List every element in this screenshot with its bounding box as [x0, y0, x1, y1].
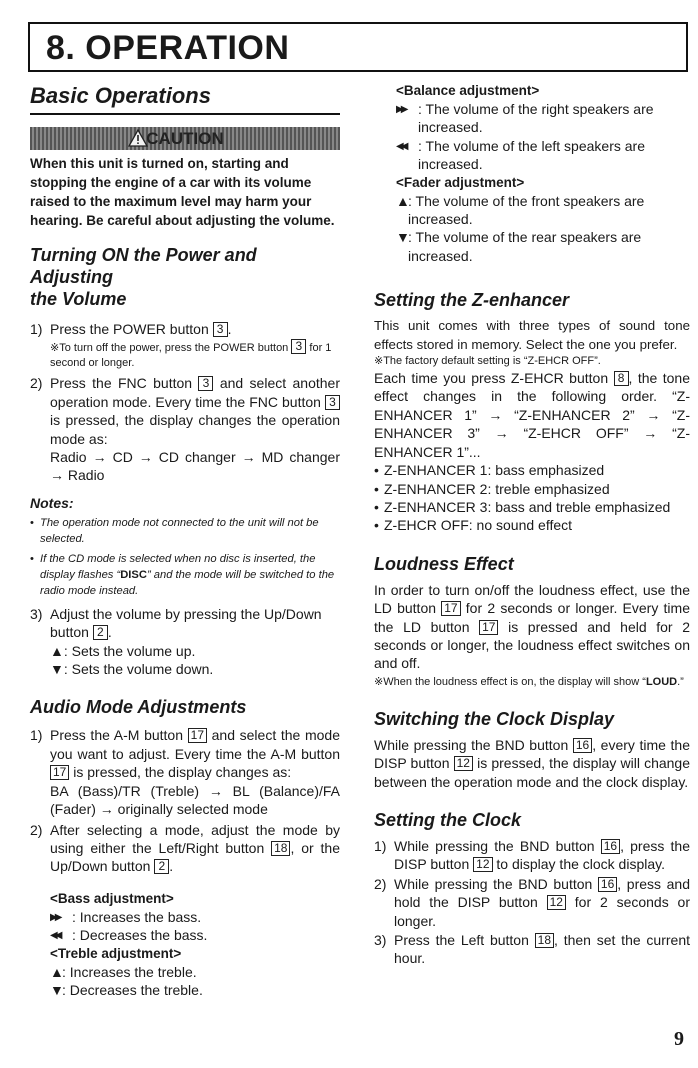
- page-title: 8. OPERATION: [46, 29, 290, 67]
- para-text: is pressed, the display will change between the operation mode and the clock display.: [374, 755, 690, 790]
- z-enhancer-item: [374, 480, 690, 498]
- step-text: and select another operation mode. Every time the FNC button: [50, 375, 340, 410]
- treble-decrease-line: [50, 981, 340, 999]
- updown-button-ref: 2: [154, 859, 169, 874]
- note-item: [30, 551, 340, 599]
- z-enhancer-note: ※The factory default setting is “Z-EHCR OFF”.: [374, 355, 601, 368]
- down-arrow-icon: ▼: [396, 229, 410, 246]
- adj-text: : Increases the bass.: [72, 908, 202, 925]
- volume-down-line: [50, 660, 340, 678]
- fnc-button-ref: 3: [325, 395, 340, 410]
- right-arrows-icon: ▶▶: [50, 911, 60, 923]
- caution-label: CAUTION: [146, 129, 224, 148]
- loudness-title: Loudness Effect: [374, 553, 514, 574]
- audio-mode-sequence: BA (Bass)/TR (Treble) → BL (Balance)/FA (Fader) → originally selected mode: [50, 782, 340, 818]
- notes-title: Notes:: [30, 494, 74, 511]
- set-clock-title: Setting the Clock: [374, 809, 522, 830]
- step-text: After selecting a mode, adjust the mode by using either the Left/Right button: [50, 821, 340, 856]
- step-text: to display the clock display.: [492, 856, 665, 873]
- step-text: , press and hold the DISP button: [394, 875, 690, 911]
- step-text: While pressing the BND button: [394, 875, 598, 892]
- treble-increase-line: [50, 963, 340, 981]
- adj-text: : The volume of the left speakers are increased.: [418, 137, 645, 173]
- para-text: for 2 seconds or longer. Every time the LD button: [374, 600, 690, 635]
- left-column: [30, 82, 340, 999]
- down-arrow-icon: ▼: [50, 661, 64, 678]
- para-text: Each time you press Z-EHCR button: [374, 370, 614, 387]
- step-text: for 2 seconds or longer.: [394, 894, 690, 929]
- warning-icon: [128, 129, 148, 147]
- bullet-icon: •: [374, 517, 379, 534]
- step-number: 1): [374, 837, 387, 854]
- step-number: 2): [374, 875, 387, 892]
- left-arrows-icon: ◀◀: [396, 140, 406, 152]
- step-text: , press the DISP button: [394, 837, 690, 873]
- power-off-note: [30, 339, 340, 371]
- z-enhancer-sequence: “Z-ENHANCER 1” → “Z-ENHANCER 2” → “Z-ENHANCER 3” → “Z-EHCR OFF” → “Z-ENHANCER 1”...: [374, 388, 690, 460]
- adj-text: : Decreases the treble.: [62, 981, 203, 998]
- note-text: ※When the loudness effect is on, the display will show “: [374, 675, 646, 688]
- zehcr-button-ref: 8: [614, 371, 629, 386]
- power-volume-title: [30, 244, 340, 310]
- step-number: 2): [30, 375, 43, 392]
- balance-adjustment-title: <Balance adjustment>: [396, 83, 540, 98]
- audio-mode-title: Audio Mode Adjustments: [30, 697, 247, 718]
- z-enhancer-item: [374, 498, 690, 516]
- caution-text: When this unit is turned on, starting and stopping the engine of a car with its volume raised to the maximum level may harm your hearing. Be careful about adjusting the volume.: [30, 156, 335, 228]
- clock-display-title: Switching the Clock Display: [374, 708, 615, 729]
- note-text: for 1 second or longer.: [50, 342, 332, 370]
- balance-fader-block: [374, 82, 690, 265]
- step-text: Press the Left button: [394, 932, 535, 948]
- bullet-icon: •: [30, 552, 34, 565]
- note-text: ※To turn off the power, press the POWER button: [50, 342, 292, 355]
- right-column: [374, 82, 690, 968]
- z-enhancer-item: [374, 461, 690, 479]
- down-arrow-icon: ▼: [50, 981, 64, 998]
- power-volume-title-line2: the Volume: [30, 289, 127, 309]
- right-arrows-icon: ▶▶: [396, 104, 406, 115]
- z-enhancer-intro: This unit comes with three types of sound tone effects stored in memory. Select the one you prefer.: [374, 318, 690, 352]
- step-number: 1): [30, 727, 43, 744]
- audio-step-2: [30, 821, 340, 876]
- step-text: While pressing the BND button: [394, 837, 601, 854]
- left-button-ref: 18: [535, 933, 554, 948]
- step-text: , then set the current hour.: [394, 932, 690, 967]
- bnd-button-ref: 16: [601, 839, 620, 854]
- step-text: is pressed, the display changes the operation mode as:: [50, 412, 340, 447]
- step-text: .: [169, 858, 174, 875]
- note-text: If the CD mode is selected when no disc is inserted, the display flashes “: [40, 552, 316, 581]
- bullet-icon: •: [30, 516, 34, 529]
- step-number: 1): [30, 321, 43, 337]
- mode-sequence: Radio → CD → CD changer → MD changer → Radio: [50, 449, 340, 484]
- note-text: .”: [677, 675, 684, 688]
- bass-treble-block: [30, 890, 340, 1000]
- step-text: .: [227, 321, 232, 337]
- step-text: Adjust the volume by pressing the Up/Down button: [50, 605, 322, 641]
- item-text: Z-EHCR OFF: no sound effect: [384, 517, 573, 534]
- z-enhancer-title: Setting the Z-enhancer: [374, 290, 570, 311]
- clock-display-para: [374, 736, 690, 791]
- power-step-1: [30, 320, 340, 338]
- adj-text: : Decreases the bass.: [72, 927, 208, 944]
- am-button-ref: 17: [50, 765, 69, 780]
- item-text: Z-ENHANCER 1: bass emphasized: [384, 462, 605, 479]
- bnd-button-ref: 16: [573, 738, 592, 753]
- up-arrow-icon: ▲: [50, 963, 64, 980]
- section-rule: [30, 113, 340, 115]
- para-text: , every time the DISP button: [374, 736, 690, 772]
- step-text: Press the POWER button: [50, 321, 213, 337]
- step-text: : Sets the volume up.: [63, 642, 196, 659]
- step-number: 2): [30, 821, 43, 838]
- bullet-icon: •: [374, 498, 379, 515]
- step-text: and select the mode you want to adjust. Every time the A-M button: [50, 727, 340, 762]
- loudness-note: [374, 675, 690, 690]
- clock-step-2: [374, 875, 690, 930]
- step-text: .: [107, 624, 112, 641]
- bnd-button-ref: 16: [598, 877, 617, 892]
- para-text: is pressed and held for 2 seconds or longer, the loudness effect switches on and off.: [374, 618, 690, 672]
- step-text: , or the Up/Down button: [50, 839, 340, 875]
- audio-step-1: [30, 726, 340, 818]
- disc-display-text: DISC: [120, 568, 147, 581]
- disp-button-ref: 12: [473, 857, 492, 872]
- item-text: Z-ENHANCER 3: bass and treble emphasized: [384, 498, 671, 515]
- am-button-ref: 17: [188, 728, 207, 743]
- adj-text: : The volume of the rear speakers are increased.: [408, 229, 642, 264]
- step-text: Press the A-M button: [50, 727, 188, 744]
- para-text: While pressing the BND button: [374, 736, 573, 753]
- bass-decrease-line: [50, 926, 340, 944]
- disp-button-ref: 12: [547, 895, 566, 910]
- fnc-button-ref: 3: [198, 376, 213, 391]
- fader-front-line: [396, 192, 690, 229]
- adj-text: : The volume of the front speakers are increased.: [408, 192, 645, 228]
- page-number: 9: [674, 1028, 684, 1050]
- fader-rear-line: [396, 228, 690, 265]
- para-text: In order to turn on/off the loudness effect, use the LD button: [374, 581, 690, 617]
- note-text: ” and the mode will be switched to the radio mode instead.: [40, 568, 335, 597]
- basic-operations-title: Basic Operations: [30, 83, 211, 108]
- power-button-ref: 3: [213, 322, 228, 337]
- treble-adjustment-title: <Treble adjustment>: [50, 945, 182, 961]
- loud-display-text: LOUD: [645, 675, 678, 688]
- power-step-3: [30, 605, 340, 679]
- loudness-para: [374, 581, 690, 673]
- header-box: [28, 22, 688, 72]
- clock-step-3: [374, 931, 690, 968]
- up-arrow-icon: ▲: [396, 192, 410, 209]
- ld-button-ref: 17: [441, 601, 460, 616]
- para-text: , the tone effect changes in the following order.: [374, 370, 690, 405]
- balance-left-line: [396, 137, 690, 174]
- adj-text: : The volume of the right speakers are increased.: [418, 101, 654, 136]
- balance-right-line: [396, 100, 690, 137]
- bullet-icon: •: [374, 480, 379, 497]
- note-text: The operation mode not connected to the unit will not be selected.: [40, 516, 319, 545]
- step-text: Press the FNC button: [50, 375, 199, 392]
- power-button-ref: 3: [291, 339, 306, 354]
- volume-up-line: [50, 642, 340, 660]
- updown-button-ref: 2: [93, 625, 108, 640]
- z-enhancer-item: [374, 516, 690, 534]
- left-arrows-icon: ◀◀: [50, 930, 60, 942]
- item-text: Z-ENHANCER 2: treble emphasized: [384, 480, 610, 497]
- caution-banner: [30, 127, 340, 150]
- step-number: 3): [374, 932, 387, 948]
- power-step-2: [30, 374, 340, 484]
- up-arrow-icon: ▲: [50, 642, 64, 659]
- bullet-icon: •: [374, 462, 379, 479]
- z-enhancer-para: [374, 369, 690, 461]
- bass-adjustment-title: <Bass adjustment>: [50, 890, 174, 906]
- ld-button-ref: 17: [479, 620, 498, 635]
- step-text: : Sets the volume down.: [63, 661, 214, 678]
- disp-button-ref: 12: [454, 756, 473, 771]
- adj-text: : Increases the treble.: [62, 963, 197, 980]
- leftright-button-ref: 18: [271, 841, 290, 856]
- step-number: 3): [30, 605, 43, 622]
- fader-adjustment-title: <Fader adjustment>: [396, 174, 525, 190]
- bass-increase-line: [50, 908, 340, 926]
- note-item: [30, 515, 340, 547]
- step-text: is pressed, the display changes as:: [69, 764, 292, 781]
- power-volume-title-line1: Turning ON the Power and Adjusting: [30, 245, 257, 287]
- clock-step-1: [374, 837, 690, 874]
